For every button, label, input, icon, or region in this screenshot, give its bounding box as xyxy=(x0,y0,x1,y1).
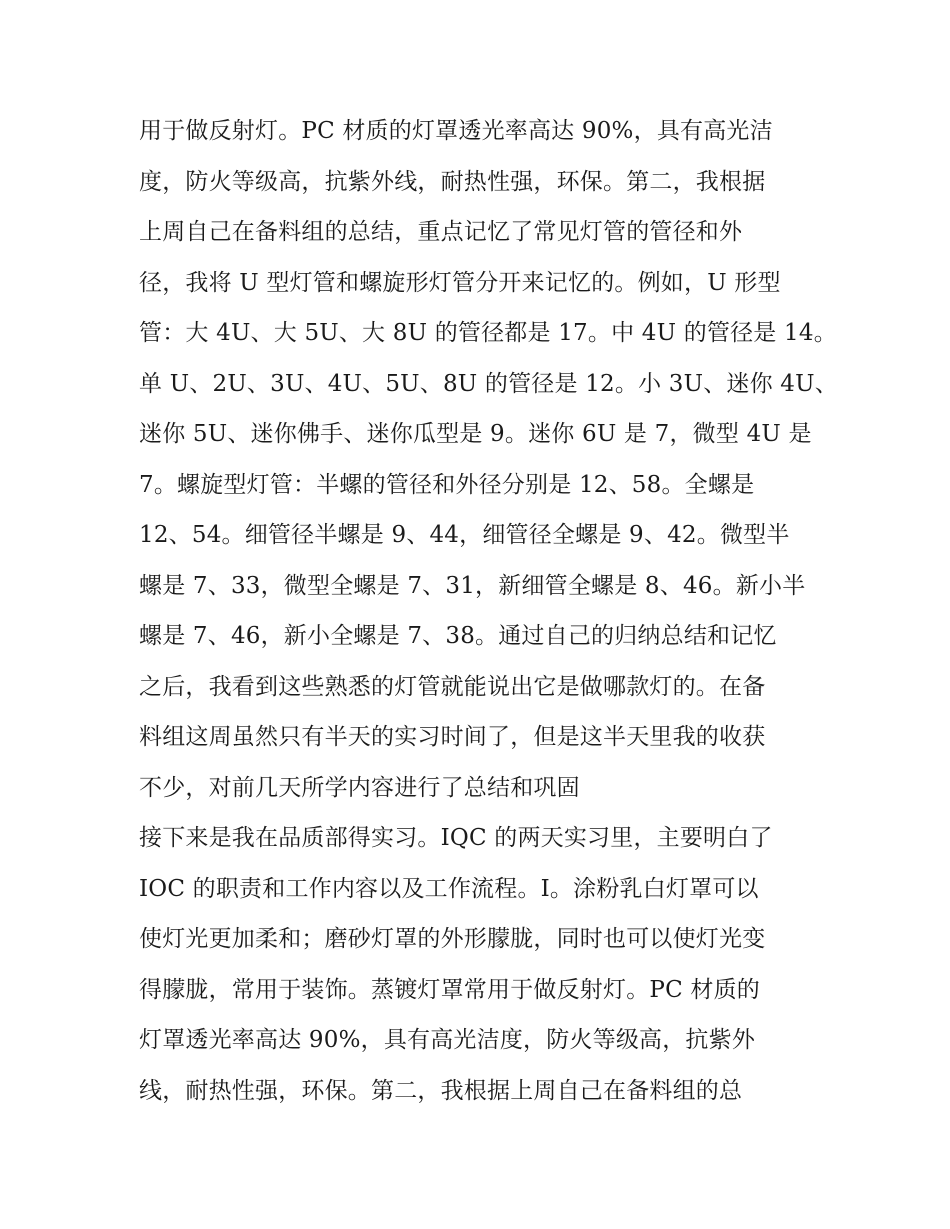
text-line: 之后，我看到这些熟悉的灯管就能说出它是做哪款灯的。在备 xyxy=(139,673,766,700)
text-line: 单 U、2U、3U、4U、5U、8U 的管径是 12。小 3U、迷你 4U、 xyxy=(139,370,838,397)
text-line: 迷你 5U、迷你佛手、迷你瓜型是 9。迷你 6U 是 7，微型 4U 是 xyxy=(139,421,812,447)
text-line: 12、54。细管径半螺是 9、44，细管径全螺是 9、42。微型半 xyxy=(139,522,790,548)
text-line: 接下来是我在品质部得实习。IQC 的两天实习里，主要明白了 xyxy=(139,825,773,851)
text-line: 度，防火等级高，抗紫外线，耐热性强，环保。第二，我根据 xyxy=(139,168,766,195)
text-line: 管：大 4U、大 5U、大 8U 的管径都是 17。中 4U 的管径是 14。 xyxy=(139,320,837,346)
text-line: 使灯光更加柔和；磨砂灯罩的外形朦胧，同时也可以使灯光变 xyxy=(139,926,766,952)
text-line: IOC 的职责和工作内容以及工作流程。I。涂粉乳白灯罩可以 xyxy=(139,875,759,902)
text-line: 灯罩透光率高达 90%，具有高光洁度，防火等级高，抗紫外 xyxy=(139,1027,756,1053)
text-line: 径，我将 U 型灯管和螺旋形灯管分开来记忆的。例如，U 形型 xyxy=(139,269,781,296)
text-line: 用于做反射灯。PC 材质的灯罩透光率高达 90%，具有高光洁 xyxy=(139,118,773,144)
text-line: 上周自己在备料组的总结，重点记忆了常见灯管的管径和外 xyxy=(139,219,743,245)
text-line: 7。螺旋型灯管：半螺的管径和外径分别是 12、58。全螺是 xyxy=(139,471,755,498)
text-line: 螺是 7、33，微型全螺是 7、31，新细管全螺是 8、46。新小半 xyxy=(139,572,806,599)
text-line: 螺是 7、46，新小全螺是 7、38。通过自己的归纳总结和记忆 xyxy=(139,623,777,649)
text-line: 料组这周虽然只有半天的实习时间了，但是这半天里我的收获 xyxy=(139,724,766,750)
body-text xyxy=(139,106,838,1116)
text-line: 线，耐热性强，环保。第二，我根据上周自己在备料组的总 xyxy=(139,1077,743,1104)
text-line: 不少，对前几天所学内容进行了总结和巩固 xyxy=(139,774,580,801)
text-line: 得朦胧，常用于装饰。蒸镀灯罩常用于做反射灯。PC 材质的 xyxy=(139,976,760,1003)
